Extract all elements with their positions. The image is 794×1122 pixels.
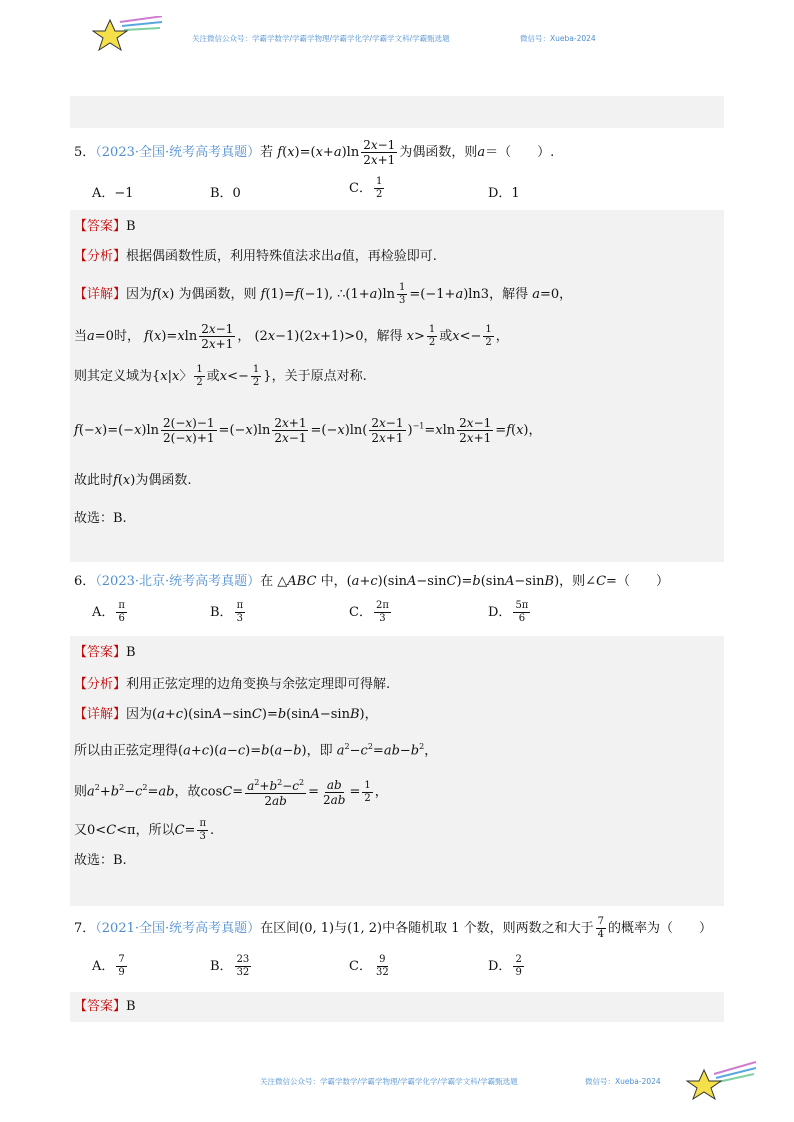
- q6-detail-2: 所以由正弦定理得(a+c)(a−c)=b(a−b)，即 $a^2-c^2=ab-b^2$，: [74, 742, 438, 759]
- q6-option-d: D． $\frac{5\pi}{6}$: [488, 600, 529, 624]
- header-wechat: 微信号：Xueba-2024: [520, 34, 596, 43]
- question-6: 6．（2023·北京·统考高考真题）在 △ABC 中，(a+c)(sinA−sinC)=b(sinA−sinB)，则∠C=（ ）: [74, 574, 669, 589]
- q5-analysis: 【分析】根据偶函数性质，利用特殊值法求出a值，再检验即可.: [74, 249, 437, 264]
- q5-option-d: D．1: [488, 186, 520, 201]
- q5-detail-5: 故此时f(x)为偶函数.: [74, 473, 192, 488]
- q6-detail-4: 又0<C<π，所以C= $\frac{\pi}{3}$ .: [74, 818, 215, 842]
- q6-choose: 故选：B.: [74, 853, 127, 868]
- q7-answer: 【答案】B: [74, 999, 136, 1014]
- q7-option-b: B． $\frac{23}{32}$: [210, 954, 250, 978]
- q5-answer: 【答案】B: [74, 219, 136, 234]
- question-7: 7．（2021·全国·统考高考真题）在区间(0, 1)与(1, 2)中各随机取 1 个数，则两数之和大于 $\frac{7}{4}$ 的概率为（ ）: [74, 916, 713, 940]
- q7-option-d: D． $\frac{2}{9}$: [488, 954, 522, 978]
- question-5: 5．（2023·全国·统考高考真题）若 f(x)=(x+a)ln $\frac{2x-1}{2x+1}$ 为偶函数，则a＝（ ）.: [74, 138, 555, 167]
- q5-detail-4: f(−x)=(−x)ln $\frac{2(-x)-1}{2(-x)+1}$ =(−x)ln $\frac{2x+1}{2x-1}$ =(−x)ln( $\frac{2x-1}{2x+1}$ )$^{-1}$=xln $\frac{2x-1}{2x+1}$ =f(x)，: [74, 416, 542, 445]
- q5-option-c: C． $\frac{1}{2}$: [349, 176, 383, 200]
- star-logo-icon: [686, 1060, 756, 1100]
- q5-detail-1: 【详解】因为f(x) 为偶函数，则 f(1)=f(−1), ∴(1+a)ln $\frac{1}{3}$ =(−1+a)ln3，解得 a=0，: [74, 282, 573, 306]
- q5-source: （2023·全国·统考高考真题）: [95, 145, 261, 160]
- footer-wechat: 微信号：Xueba-2024: [585, 1077, 661, 1086]
- footer-text: 关注微信公众号：学霸学数学/学霸学物理/学霸学化学/学霸学文科/学霸甄选题: [260, 1077, 518, 1086]
- q7-option-a: A． $\frac{7}{9}$: [92, 954, 125, 978]
- q5-detail-3: 则其定义域为{x|x〉 $\frac{1}{2}$ 或x<− $\frac{1}{2}$ }，关于原点对称.: [74, 364, 367, 388]
- q5-stem-c: ＝（ ）.: [485, 145, 555, 160]
- q6-option-b: B． $\frac{\pi}{3}$: [210, 600, 244, 624]
- previous-solution-box: [70, 96, 724, 128]
- q6-detail-3: 则$a^2+b^2-c^2=ab$，故cosC= $\frac{a^2+b^2-c^2}{2ab}$ = $\frac{ab}{2ab}$ = $\frac{1}{2}$ ，: [74, 777, 388, 808]
- q5-stem-a: 若: [260, 145, 274, 160]
- page-header: [0, 0, 794, 90]
- q6-detail-1: 【详解】因为(a+c)(sinA−sinC)=b(sinA−sinB)，: [74, 707, 378, 722]
- q5-stem-b: 为偶函数，则: [399, 145, 478, 160]
- q7-solution-box: [70, 992, 724, 1022]
- q5-choose: 故选：B.: [74, 511, 127, 526]
- q6-analysis: 【分析】利用正弦定理的边角变换与余弦定理即可得解.: [74, 677, 391, 692]
- q5-detail-2: 当a=0时， f(x)=xln $\frac{2x-1}{2x+1}$ ， (2x−1)(2x+1)>0，解得 x> $\frac{1}{2}$ 或x<− $\frac{1}{2}$ ，: [74, 322, 509, 351]
- q6-option-a: A． $\frac{\pi}{6}$: [92, 600, 125, 624]
- q6-option-c: C． $\frac{2\pi}{3}$: [349, 600, 389, 624]
- q6-answer: 【答案】B: [74, 645, 136, 660]
- header-text: 关注微信公众号：学霸学数学/学霸学物理/学霸学化学/学霸学文科/学霸甄选题: [192, 34, 450, 43]
- q7-option-c: C． $\frac{9}{32}$: [349, 954, 389, 978]
- q5-option-b: B．0: [210, 186, 241, 201]
- q5-number: 5．: [74, 145, 96, 160]
- q6-source: （2023·北京·统考高考真题）: [95, 574, 261, 589]
- q5-option-a: A．−1: [92, 186, 134, 201]
- q7-source: （2021·全国·统考高考真题）: [95, 921, 261, 936]
- star-logo-icon: [92, 16, 162, 56]
